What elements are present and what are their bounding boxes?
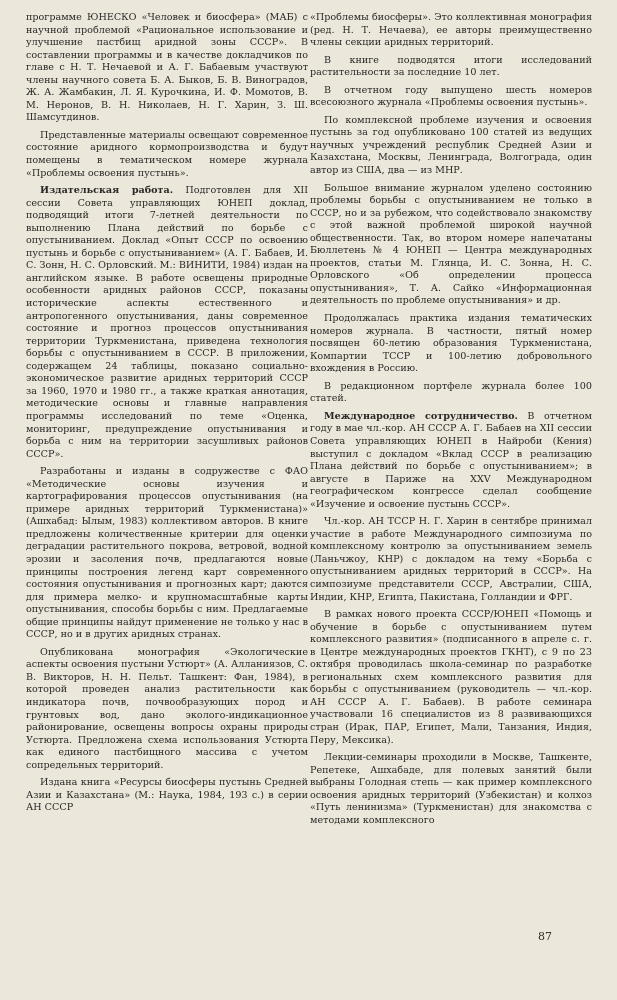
paragraph-publishing [26, 185, 308, 461]
paragraph-journal-issues: В отчетном году выпущено шесть номеров всесоюзного журнала «Проблемы освоения пустынь». [310, 84, 592, 109]
section-heading-international: Международное сотрудничество. [324, 410, 518, 422]
paragraph-vegetation-results: В книге подводятся итоги исследований растительности за последние 10 лет. [310, 54, 592, 79]
paragraph-biosphere-problems: «Проблемы биосферы». Это коллективная монография (ред. Н. Т. Нечаева), ее авторы преимущественно члены секции аридных территорий. [310, 12, 592, 49]
section-heading-publishing: Издательская работа. [40, 185, 174, 197]
paragraph-mab-program: программе ЮНЕСКО «Человек и биосфера» (МАБ) с научной проблемой «Рациональное использование и улучшение пастбищ аридной зоны СССР». В составлении программы и в качестве докладчиков по главе с Н. Т. Нечаевой и А. Г. Бабаевым участвуют члены научного совета Б. А. Быков, Б. В. Виноградов, Ж. А. Жамбакин, Л. Я. Курочкина, И. Ф. Момотов, В. М. Неронов, В. Н. Николаев, Н. Г. Харин, З. Ш. Шамсутдинов. [26, 12, 308, 124]
paragraph-ustyurt-monograph: Опубликована монография «Экологические аспекты освоения пустыни Устюрт» (А. Алланиязов, С. В. Викторов, Н. Н. Пельт. Ташкент: Фан, 1984), в которой проведен анализ растительности как индикатора почв, почвообразующих пород и грунтовых вод, дано эколого-индикационное районирование, освещены вопросы охраны природы Устюрта. Предложена схема использования Устюрта как единого пастбищного массива с учетом сопредельных территорий. [26, 646, 308, 771]
paragraph-biosphere-resources: Издана книга «Ресурсы биосферы пустынь Средней Азии и Казахстана» (М.: Наука, 1984, 193 с.) в серии АН СССР [26, 777, 308, 814]
paragraph-thematic-issues: Продолжалась практика издания тематических номеров журнала. В частности, пятый номер посвящен 60-летию образования Туркменистана, Компартии ТССР и 100-летию добровольного вхождения в Россию. [310, 313, 592, 375]
paragraph-unep-project: В рамках нового проекта СССР/ЮНЕП «Помощь и обучение в борьбе с опустыниванием путем комплексного развития» (подписанного в апреле с. г. в Центре международных проектов ГКНТ), с 9 по 23 октября проводилась школа-семинар по разработке региональных схем комплексного развития для борьбы с опустыниванием (руководитель — чл.-кор. АН СССР А. Г. Бабаев). В работе семинара участвовали 16 специалистов из 8 развивающихся стран (Ирак, ПАР, Египет, Мали, Танзания, Индия, Перу, Мексика). [310, 609, 592, 746]
page-number: 87 [538, 930, 552, 943]
paragraph-publishing-text: Подготовлен для XII сессии Совета управляющих ЮНЕП доклад, подводящий итоги 7-летней деятельности по выполнению Плана действий по борьбе с опустыниванием. Доклад «Опыт СССР по освоению пустынь и борьбе с опустыниванием» (А. Г. Бабаев, И. С. Зонн, Н. С. Орловский. М.: ВИНИТИ, 1984) издан на английском языке. В работе освещены природные особенности аридных районов СССР, показаны исторические аспекты естественного и антропогенного опустынивания, даны современное состояние и прогноз процессов опустынивания территории Туркменистана, приведена технология борьбы с опустыниванием в СССР. В приложении, содержащем 24 таблицы, показано социально-экономическое развитие аридных территорий СССР за 1960, 1970 и 1980 гг., а также краткая аннотация, методические основы и главные направления программы исследований по теме «Оценка, мониторинг, предупреждение опустынивания и борьба с ним на территории засушливых районов СССР». [26, 185, 308, 460]
paragraph-presented-materials: Представленные материалы освещают современное состояние аридного кормопроизводства и будут помещены в тематическом номере журнала «Проблемы освоения пустынь». [26, 129, 308, 179]
right-column [310, 12, 592, 832]
paragraph-kharin-symposium: Чл.-кор. АН ТССР Н. Г. Харин в сентябре принимал участие в работе Международного симпозиума по комплексному контролю за опустыниванием земель (Ланьчжоу, КНР) с докладом на тему «Борьба с опустыниванием аридных территорий в СССР». На симпозиуме представители СССР, Австралии, США, Индии, КНР, Египта, Пакистана, Голландии и ФРГ. [310, 516, 592, 603]
paragraph-lecture-seminars: Лекции-семинары проходили в Москве, Ташкенте, Репетеке, Ашхабаде, для полевых занятий были выбраны Голодная степь — как пример комплексного освоения аридных территорий (Узбекистан) и колхоз «Путь ленинизма» (Туркменистан) для знакомства с методами комплексного [310, 752, 592, 826]
paragraph-international [310, 411, 592, 511]
paragraph-international-text: В отчетном году в мае чл.-кор. АН СССР А. Г. Бабаев на XII сессии Совета управляющих ЮНЕП в Найроби (Кения) выступил с докладом «Вклад СССР в реализацию Плана действий по борьбе с опустыниванием»; в августе в Париже на XXV Международном географическом конгрессе сделал сообщение «Изучение и освоение пустынь СССР». [310, 410, 592, 510]
paragraph-journal-attention: Большое внимание журналом уделено состоянию проблемы борьбы с опустыниванием не только в СССР, но и за рубежом, что содействовало знакомству с этой важной проблемой широкой научной общественности. Так, во втором номере напечатаны Бюллетень № 4 ЮНЕП — Центра международных проектов, статьи М. Глянца, И. С. Зонна, Н. С. Орловского «Об определении процесса опустынивания», Т. А. Сайко «Информационная деятельность по проблеме опустынивания» и др. [310, 182, 592, 307]
paragraph-editorial-portfolio: В редакционном портфеле журнала более 100 статей. [310, 380, 592, 405]
paragraph-fao-methods: Разработаны и изданы в содружестве с ФАО «Методические основы изучения и картографирования процессов опустынивания (на примере аридных территорий Туркменистана)» (Ашхабад: Ылым, 1983) коллективом авторов. В книге предложены количественные критерии для оценки деградации растительного покрова, ветровой, водной эрозии и засоления почв, предлагаются новые принципы построения легенд карт современного состояния опустынивания и прогнозных карт; даются для примера мелко- и крупномасштабные карты опустынивания, способы борьбы с ним. Предлагаемые общие принципы найдут применение не только у нас в СССР, но и в других аридных странах. [26, 466, 308, 641]
paragraph-articles-published: По комплексной проблеме изучения и освоения пустынь за год опубликовано 100 статей из ведущих научных учреждений республик Средней Азии и Казахстана, Москвы, Ленинграда, Волгограда, один автор из США, два — из МНР. [310, 114, 592, 177]
left-column [26, 12, 308, 820]
